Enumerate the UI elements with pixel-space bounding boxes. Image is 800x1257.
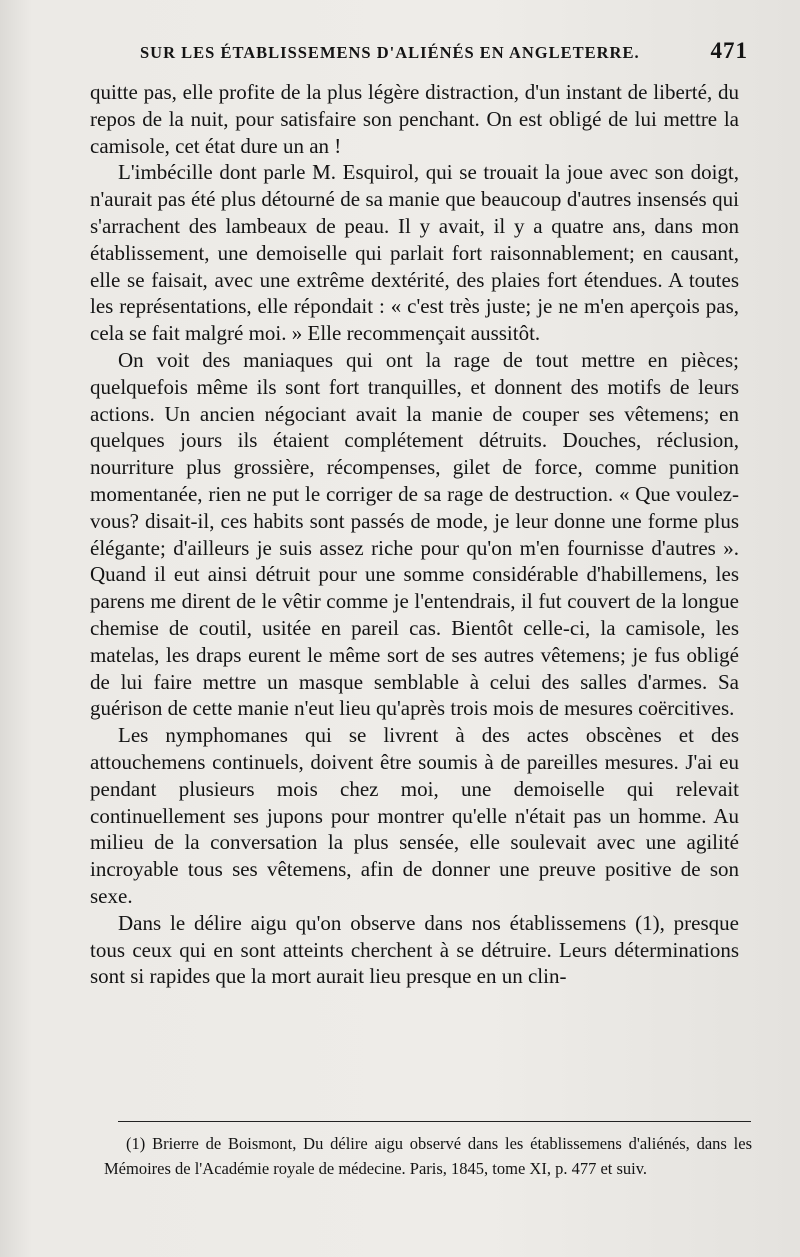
page-header bbox=[140, 38, 748, 64]
footnote-text: (1) Brierre de Boismont, Du délire aigu observé dans les établissemens d'aliénés, dans les Mémoires de l'Académie royale de médecine. Paris, 1845, tome XI, p. 477 et suiv. bbox=[104, 1134, 752, 1178]
running-head: SUR LES ÉTABLISSEMENS D'ALIÉNÉS EN ANGLETERRE. bbox=[140, 43, 640, 62]
paragraph: Les nymphomanes qui se livrent à des actes obscènes et des attouchemens continuels, doivent être soumis à de pareilles mesures. J'ai eu pendant plusieurs mois chez moi, une demoiselle qui relevait continuellement ses jupons pour montrer qu'elle n'était pas un homme. Au milieu de la conversation la plus sensée, elle soulevait avec une agilité incroyable tous ses vêtemens, afin de donner une preuve positive de son sexe. bbox=[90, 723, 739, 908]
paragraph: Dans le délire aigu qu'on observe dans nos établissemens (1), presque tous ceux qui en sont atteints cherchent à se détruire. Leurs déterminations sont si rapides que la mort aurait lieu presque en un clin- bbox=[90, 910, 739, 989]
paragraph: quitte pas, elle profite de la plus légère distraction, d'un instant de liberté, du repos de la nuit, pour satisfaire son penchant. On est obligé de lui mettre la camisole, cet état dure un an ! bbox=[90, 80, 739, 158]
footnote bbox=[104, 1131, 752, 1181]
paragraph: On voit des maniaques qui ont la rage de tout mettre en pièces; quelquefois même ils sont fort tranquilles, et donnent des motifs de leurs actions. Un ancien négociant avait la manie de couper ses vêtemens; en quelques jours ils étaient complétement détruits. Douches, réclusion, nourriture plus grossière, récompenses, gilet de force, comme punition momentanée, rien ne put le corriger de sa rage de destruction. « Que voulez-vous? disait-il, ces habits sont passés de mode, je leur donne une forme plus élégante; d'ailleurs je suis assez riche pour qu'on m'en fournisse d'autres ». Quand il eut ainsi détruit pour une somme considérable d'habillemens, les parens me dirent de le vêtir comme je l'entendrais, il fut couvert de la longue chemise de coutil, usitée en pareil cas. Bientôt celle-ci, la camisole, les matelas, les draps eurent le même sort de ses autres vêtemens; je fus obligé de lui faire mettre un masque semblable à celui des salles d'armes. Sa guérison de cette manie n'eut lieu qu'après trois mois de mesures coërcitives. bbox=[90, 347, 739, 721]
footnote-rule bbox=[118, 1121, 751, 1122]
paragraph: L'imbécille dont parle M. Esquirol, qui se trouait la joue avec son doigt, n'aurait pas été plus détourné de sa manie que beaucoup d'autres insensés qui s'arrachent des lambeaux de peau. Il y avait, il y a quatre ans, dans mon établissement, une demoiselle qui parlait fort raisonnablement; en causant, elle se faisait, avec une extrême dextérité, des plaies fort étendues. A toutes les représentations, elle répondait : « c'est très juste; je ne m'en aperçois pas, cela se fait malgré moi. » Elle recommençait aussitôt. bbox=[90, 160, 739, 346]
page-number: 471 bbox=[710, 38, 748, 63]
body-text bbox=[90, 79, 739, 990]
